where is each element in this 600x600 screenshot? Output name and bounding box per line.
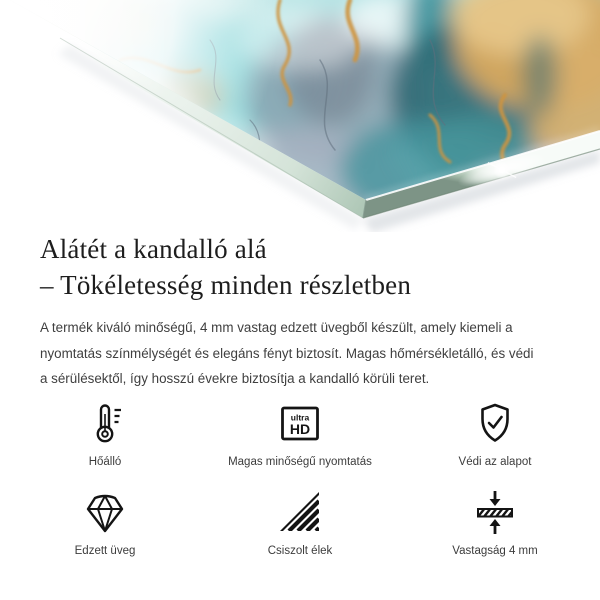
diamond-icon	[81, 488, 129, 536]
feature-label-polished-edges: Csiszolt élek	[267, 545, 333, 557]
feature-label-thickness: Vastagság 4 mm	[452, 545, 538, 557]
feature-label-tempered-glass: Edzett üveg	[74, 545, 136, 557]
shield-check-icon	[471, 399, 519, 447]
page-title	[40, 231, 560, 303]
polished-edges-icon	[276, 488, 324, 536]
thickness-icon	[471, 488, 519, 536]
feature-label-print-quality: Magas minőségű nyomtatás	[228, 456, 372, 468]
page-title-line1: Alátét a kandalló alá	[40, 234, 267, 264]
feature-label-protects-base: Védi az alapot	[458, 456, 532, 468]
thermometer-icon	[81, 399, 129, 447]
feature-protects-base	[390, 399, 600, 468]
ultra-hd-icon-text-top: ultra	[290, 412, 310, 423]
product-description: A termék kiváló minőségű, 4 mm vastag edzett üvegből készült, amely kiemeli a nyomtatás színmélységét és elegáns fényt biztosít. Magas hőmérsékletálló, és védi a sérülésektől, így hosszú évekre biztosítja a kandalló körüli teret.	[40, 320, 534, 386]
feature-thickness	[390, 488, 600, 557]
product-copy	[40, 231, 560, 392]
feature-polished-edges	[210, 488, 390, 557]
ultra-hd-icon	[276, 399, 324, 447]
feature-print-quality	[210, 399, 390, 468]
product-photo	[0, 0, 600, 232]
feature-label-heat-resistant: Hőálló	[88, 456, 122, 468]
feature-heat-resistant	[0, 399, 210, 468]
features-grid	[0, 399, 600, 557]
page-title-line2: – Tökéletesség minden részletben	[40, 270, 412, 300]
feature-tempered-glass	[0, 488, 210, 557]
ultra-hd-icon-text-bottom: HD	[289, 421, 311, 437]
